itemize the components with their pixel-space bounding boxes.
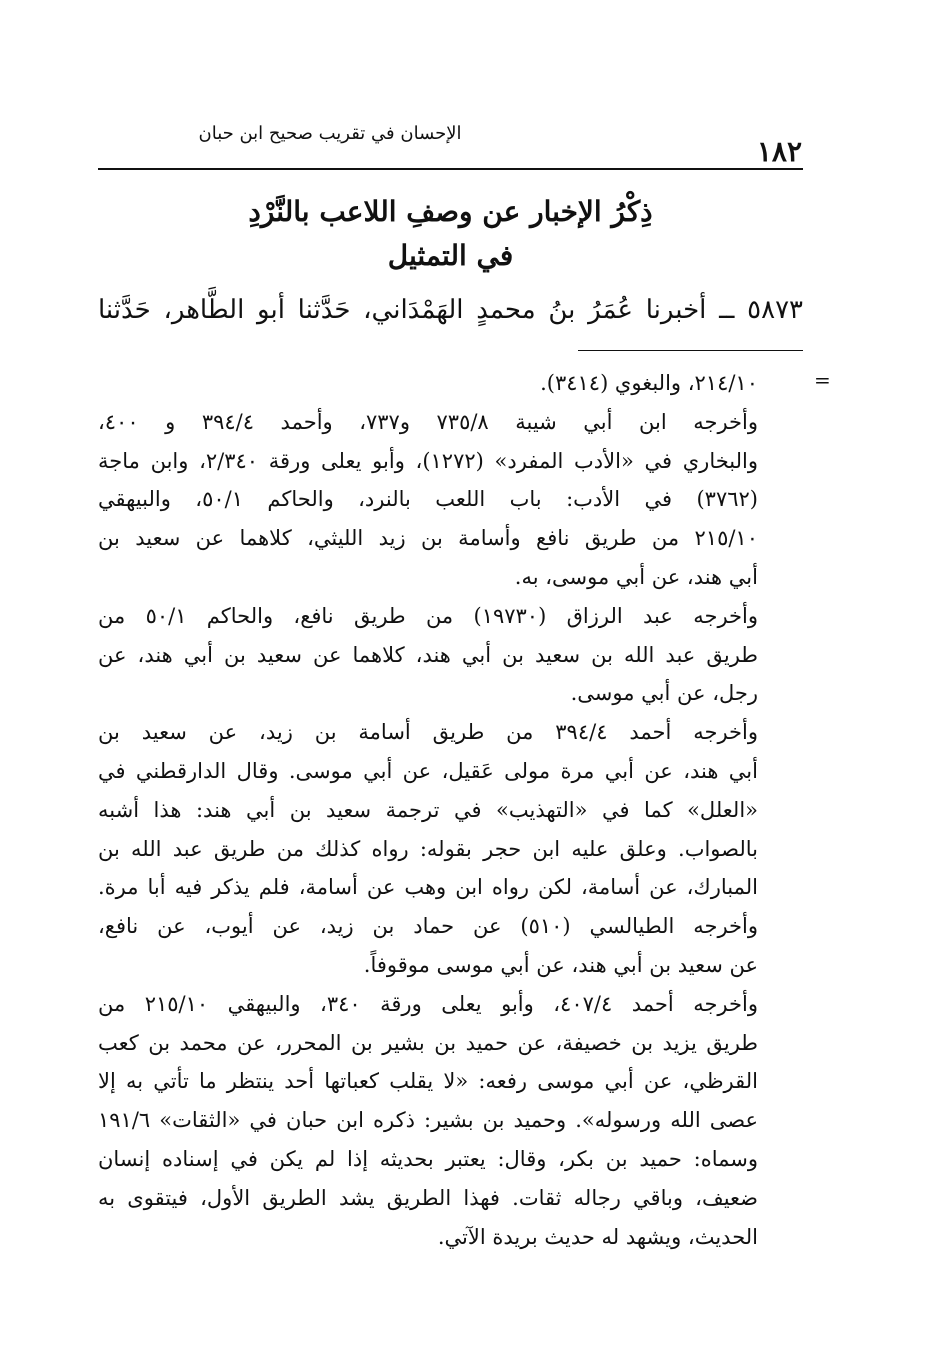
footnote-line: المبارك، عن أسامة، لكن رواه ابن وهب عن أسامة، فلم يذكر فيه أبا مرة. xyxy=(98,875,758,900)
footnote-line: القرظي، عن أبي موسى رفعه: «لا يقلب كعباتها أحد ينتظر ما تأتي به إلا xyxy=(98,1069,758,1094)
footnote-line: والبخاري في «الأدب المفرد» (١٢٧٢)، وأبو يعلى ورقة ٢/٣٤٠، وابن ماجة xyxy=(98,448,758,473)
footnote-line: وسماه: حميد بن بكر، وقال: يعتبر بحديثه إذا لم يكن في إسناده إنسان xyxy=(98,1146,758,1171)
footnote-line: ٢١٥/١٠ من طريق نافع وأسامة بن زيد الليثي، كلاهما عن سعيد بن xyxy=(98,526,758,551)
footnote-line: وأخرجه أحمد ٤٠٧/٤، وأبو يعلى ورقة ٣٤٠، والبيهقي ٢١٥/١٠ من xyxy=(98,991,758,1016)
section-title-line-1: ذِكْرُ الإخبار عن وصفِ اللاعب بالنَّرْدِ xyxy=(248,195,653,228)
footnote-line: أبي هند، عن أبي موسى، به. xyxy=(514,564,758,589)
footnote-line: وأخرجه أحمد ٣٩٤/٤ من طريق أسامة بن زيد، عن سعيد بن xyxy=(98,720,758,745)
footnote-line: «العلل» كما في «التهذيب» في ترجمة سعيد بن أبي هند: هذا أشبه xyxy=(98,797,758,822)
footnote-line: (٣٧٦٢) في الأدب: باب اللعب بالنرد، والحاكم ٥٠/١، والبيهقي xyxy=(98,487,758,512)
running-title: الإحسان في تقريب صحيح ابن حبان xyxy=(198,123,462,144)
footnote-line: الحديث، ويشهد له حديث بريدة الآتي. xyxy=(437,1224,758,1249)
footnote-line: طريق عبد الله بن سعيد بن أبي هند، كلاهما عن سعيد بن أبي هند، عن xyxy=(98,642,758,667)
footnote-line: رجل، عن أبي موسى. xyxy=(570,681,758,706)
footnote-line: وأخرجه ابن أبي شيبة ٧٣٥/٨ و٧٣٧، وأحمد ٣٩٤/٤ و ٤٠٠، xyxy=(98,409,758,434)
footnote-line: بالصواب. وعلق عليه ابن حجر بقوله: رواه كذلك من طريق عبد الله بن xyxy=(98,836,758,861)
page-number: ١٨٢ xyxy=(756,135,802,168)
footnote-line: ضعيف، وباقي رجاله ثقات. فهذا الطريق يشد الطريق الأول، فيتقوى به xyxy=(98,1185,758,1210)
footnote-line: عصى الله ورسوله». وحميد بن بشير: ذكره ابن حبان في «الثقات» ١٩١/٦ xyxy=(98,1108,758,1133)
hadith-text: ٥٨٧٣ ــ أخبرنا عُمَرُ بنُ محمدٍ الهَمْدَاني، حَدَّثنا أبو الطَّاهر، حَدَّثنا xyxy=(98,295,803,325)
continuation-mark: = xyxy=(814,368,831,392)
footnote-line: أبي هند، عن أبي مرة مولى عَقيل، عن أبي موسى. وقال الدارقطني في xyxy=(98,758,758,783)
section-title-line-2: في التمثيل xyxy=(387,239,514,272)
header-rule xyxy=(98,168,803,170)
footnote-line: ٢١٤/١٠، والبغوي (٣٤١٤). xyxy=(540,371,758,395)
footnotes xyxy=(98,364,758,1256)
footnote-line: عن سعيد بن أبي هند، عن أبي موسى موقوفاً. xyxy=(363,952,758,977)
footnote-line: وأخرجه الطيالسي (٥١٠) عن حماد بن زيد، عن أيوب، عن نافع، xyxy=(98,914,758,939)
footnote-line: وأخرجه عبد الرزاق (١٩٧٣٠) من طريق نافع، والحاكم ٥٠/١ من xyxy=(98,603,758,628)
footnote-line: طريق يزيد بن خصيفة، عن حميد بن بشير بن المحرر، عن محمد بن كعب xyxy=(98,1030,758,1055)
footnote-separator xyxy=(578,350,803,351)
